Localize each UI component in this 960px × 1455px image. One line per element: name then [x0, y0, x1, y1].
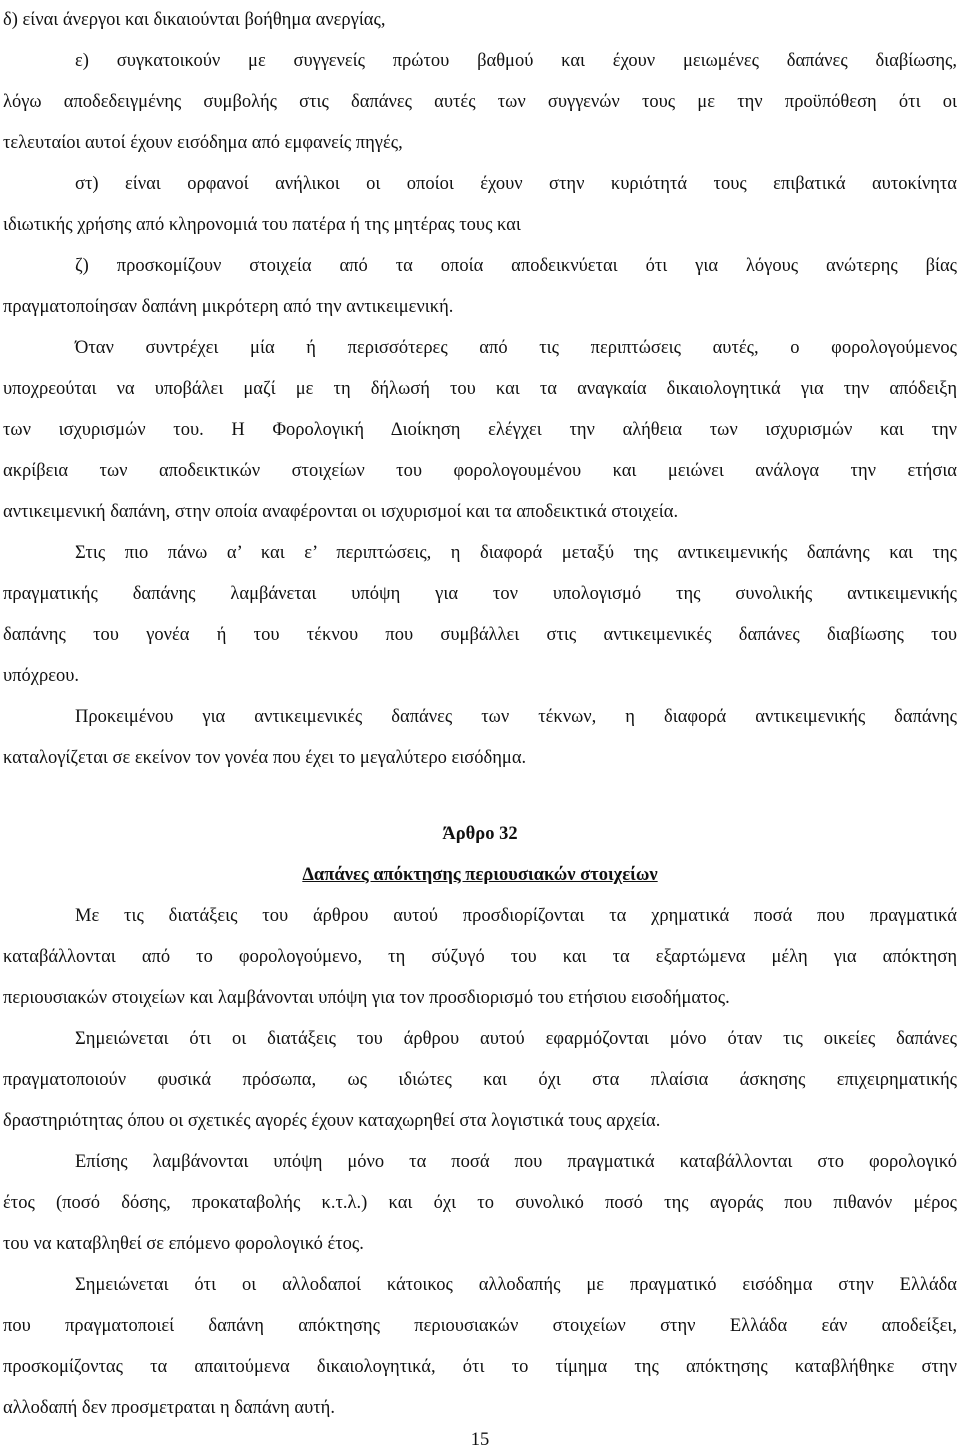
text-line: πραγματοποιούν φυσικά πρόσωπα, ως ιδιώτες και όχι στα πλαίσια άσκησης επιχειρηματικής [3, 1070, 957, 1090]
text-line: Σημειώνεται ότι οι διατάξεις του άρθρου αυτού εφαρμόζονται μόνο όταν τις οικείες δαπάνες [75, 1029, 957, 1049]
text-line: των ισχυρισμών του. Η Φορολογική Διοίκηση ελέγχει την αλήθεια των ισχυρισμών και την [3, 420, 957, 440]
text-line: ακρίβεια των αποδεικτικών στοιχείων του φορολογουμένου και μειώνει ανάλογα την ετήσια [3, 461, 957, 481]
text-line: δ) είναι άνεργοι και δικαιούνται βοήθημα ανεργίας, [3, 10, 386, 30]
text-line: ε) συγκατοικούν με συγγενείς πρώτου βαθμού και έχουν μειωμένες δαπάνες διαβίωσης, [75, 51, 957, 71]
text-line: υπόχρεου. [3, 666, 79, 686]
text-line: καταβάλλονται από το φορολογούμενο, τη σύζυγό του και τα εξαρτώμενα μέλη για απόκτηση [3, 947, 957, 967]
document-page [3, 0, 957, 1455]
text-line: δραστηριότητας όπου οι σχετικές αγορές έχουν καταχωρηθεί στα λογιστικά τους αρχεία. [3, 1111, 661, 1131]
text-line: αλλοδαπή δεν προσμετραται η δαπάνη αυτή. [3, 1398, 335, 1418]
text-line: Στις πιο πάνω α’ και ε’ περιπτώσεις, η διαφορά μεταξύ της αντικειμενικής δαπάνης και της [75, 543, 957, 563]
page-number: 15 [470, 1430, 490, 1450]
article-number: Άρθρο 32 [442, 824, 518, 844]
text-line: λόγω αποδεδειγμένης συμβολής στις δαπάνες αυτές των συγγενών τους με την προϋπόθεση ότι οι [3, 92, 957, 112]
text-line: τελευταίοι αυτοί έχουν εισόδημα από εμφανείς πηγές, [3, 133, 403, 153]
text-line: Επίσης λαμβάνονται υπόψη μόνο τα ποσά που πραγματικά καταβάλλονται στο φορολογικό [75, 1152, 957, 1172]
text-line: ιδιωτικής χρήσης από κληρονομιά του πατέρα ή της μητέρας τους και [3, 215, 521, 235]
text-line: έτος (ποσό δόσης, προκαταβολής κ.τ.λ.) και όχι το συνολικό ποσό της αγοράς που πιθανόν μέρος [3, 1193, 957, 1213]
text-line: ζ) προσκομίζουν στοιχεία από τα οποία αποδεικνύεται ότι για λόγους ανώτερης βίας [75, 256, 957, 276]
text-line: Σημειώνεται ότι οι αλλοδαποί κάτοικος αλλοδαπής με πραγματικό εισόδημα στην Ελλάδα [75, 1275, 957, 1295]
text-line: Με τις διατάξεις του άρθρου αυτού προσδιορίζονται τα χρηματικά ποσά που πραγματικά [75, 906, 957, 926]
text-line: που πραγματοποιεί δαπάνη απόκτησης περιουσιακών στοιχείων στην Ελλάδα εάν αποδείξει, [3, 1316, 957, 1336]
text-line: αντικειμενική δαπάνη, στην οποία αναφέρονται οι ισχυρισμοί και τα αποδεικτικά στοιχεία. [3, 502, 679, 522]
text-line: Όταν συντρέχει μία ή περισσότερες από τις περιπτώσεις αυτές, ο φορολογούμενος [75, 338, 957, 358]
text-line: δαπάνης του γονέα ή του τέκνου που συμβάλλει στις αντικειμενικές δαπάνες διαβίωσης του [3, 625, 957, 645]
text-line: πραγματοποίησαν δαπάνη μικρότερη από την αντικειμενική. [3, 297, 454, 317]
article-title-line [3, 854, 957, 896]
text-line: προσκομίζοντας τα απαιτούμενα δικαιολογητικά, ότι το τίμημα της απόκτησης καταβλήθηκε στην [3, 1357, 957, 1377]
text-line: του να καταβληθεί σε επόμενο φορολογικό έτος. [3, 1234, 364, 1254]
text-line: πραγματικής δαπάνης λαμβάνεται υπόψη για τον υπολογισμό της συνολικής αντικειμενικής [3, 584, 957, 604]
text-line: στ) είναι ορφανοί ανήλικοι οι οποίοι έχουν στην κυριότητά τους επιβατικά αυτοκίνητα [75, 174, 957, 194]
text-line: καταλογίζεται σε εκείνον τον γονέα που έχει το μεγαλύτερο εισόδημα. [3, 748, 527, 768]
text-line: περιουσιακών στοιχείων και λαμβάνονται υπόψη για τον προσδιορισμό του ετήσιου εισοδήματος. [3, 988, 730, 1008]
text-line: Προκειμένου για αντικειμενικές δαπάνες των τέκνων, η διαφορά αντικειμενικής δαπάνης [75, 707, 957, 727]
text-line: υποχρεούται να υποβάλει μαζί με τη δήλωσή του και τα αναγκαία δικαιολογητικά για την απόδειξη [3, 379, 957, 399]
article-title: Δαπάνες απόκτησης περιουσιακών στοιχείων [302, 865, 658, 885]
